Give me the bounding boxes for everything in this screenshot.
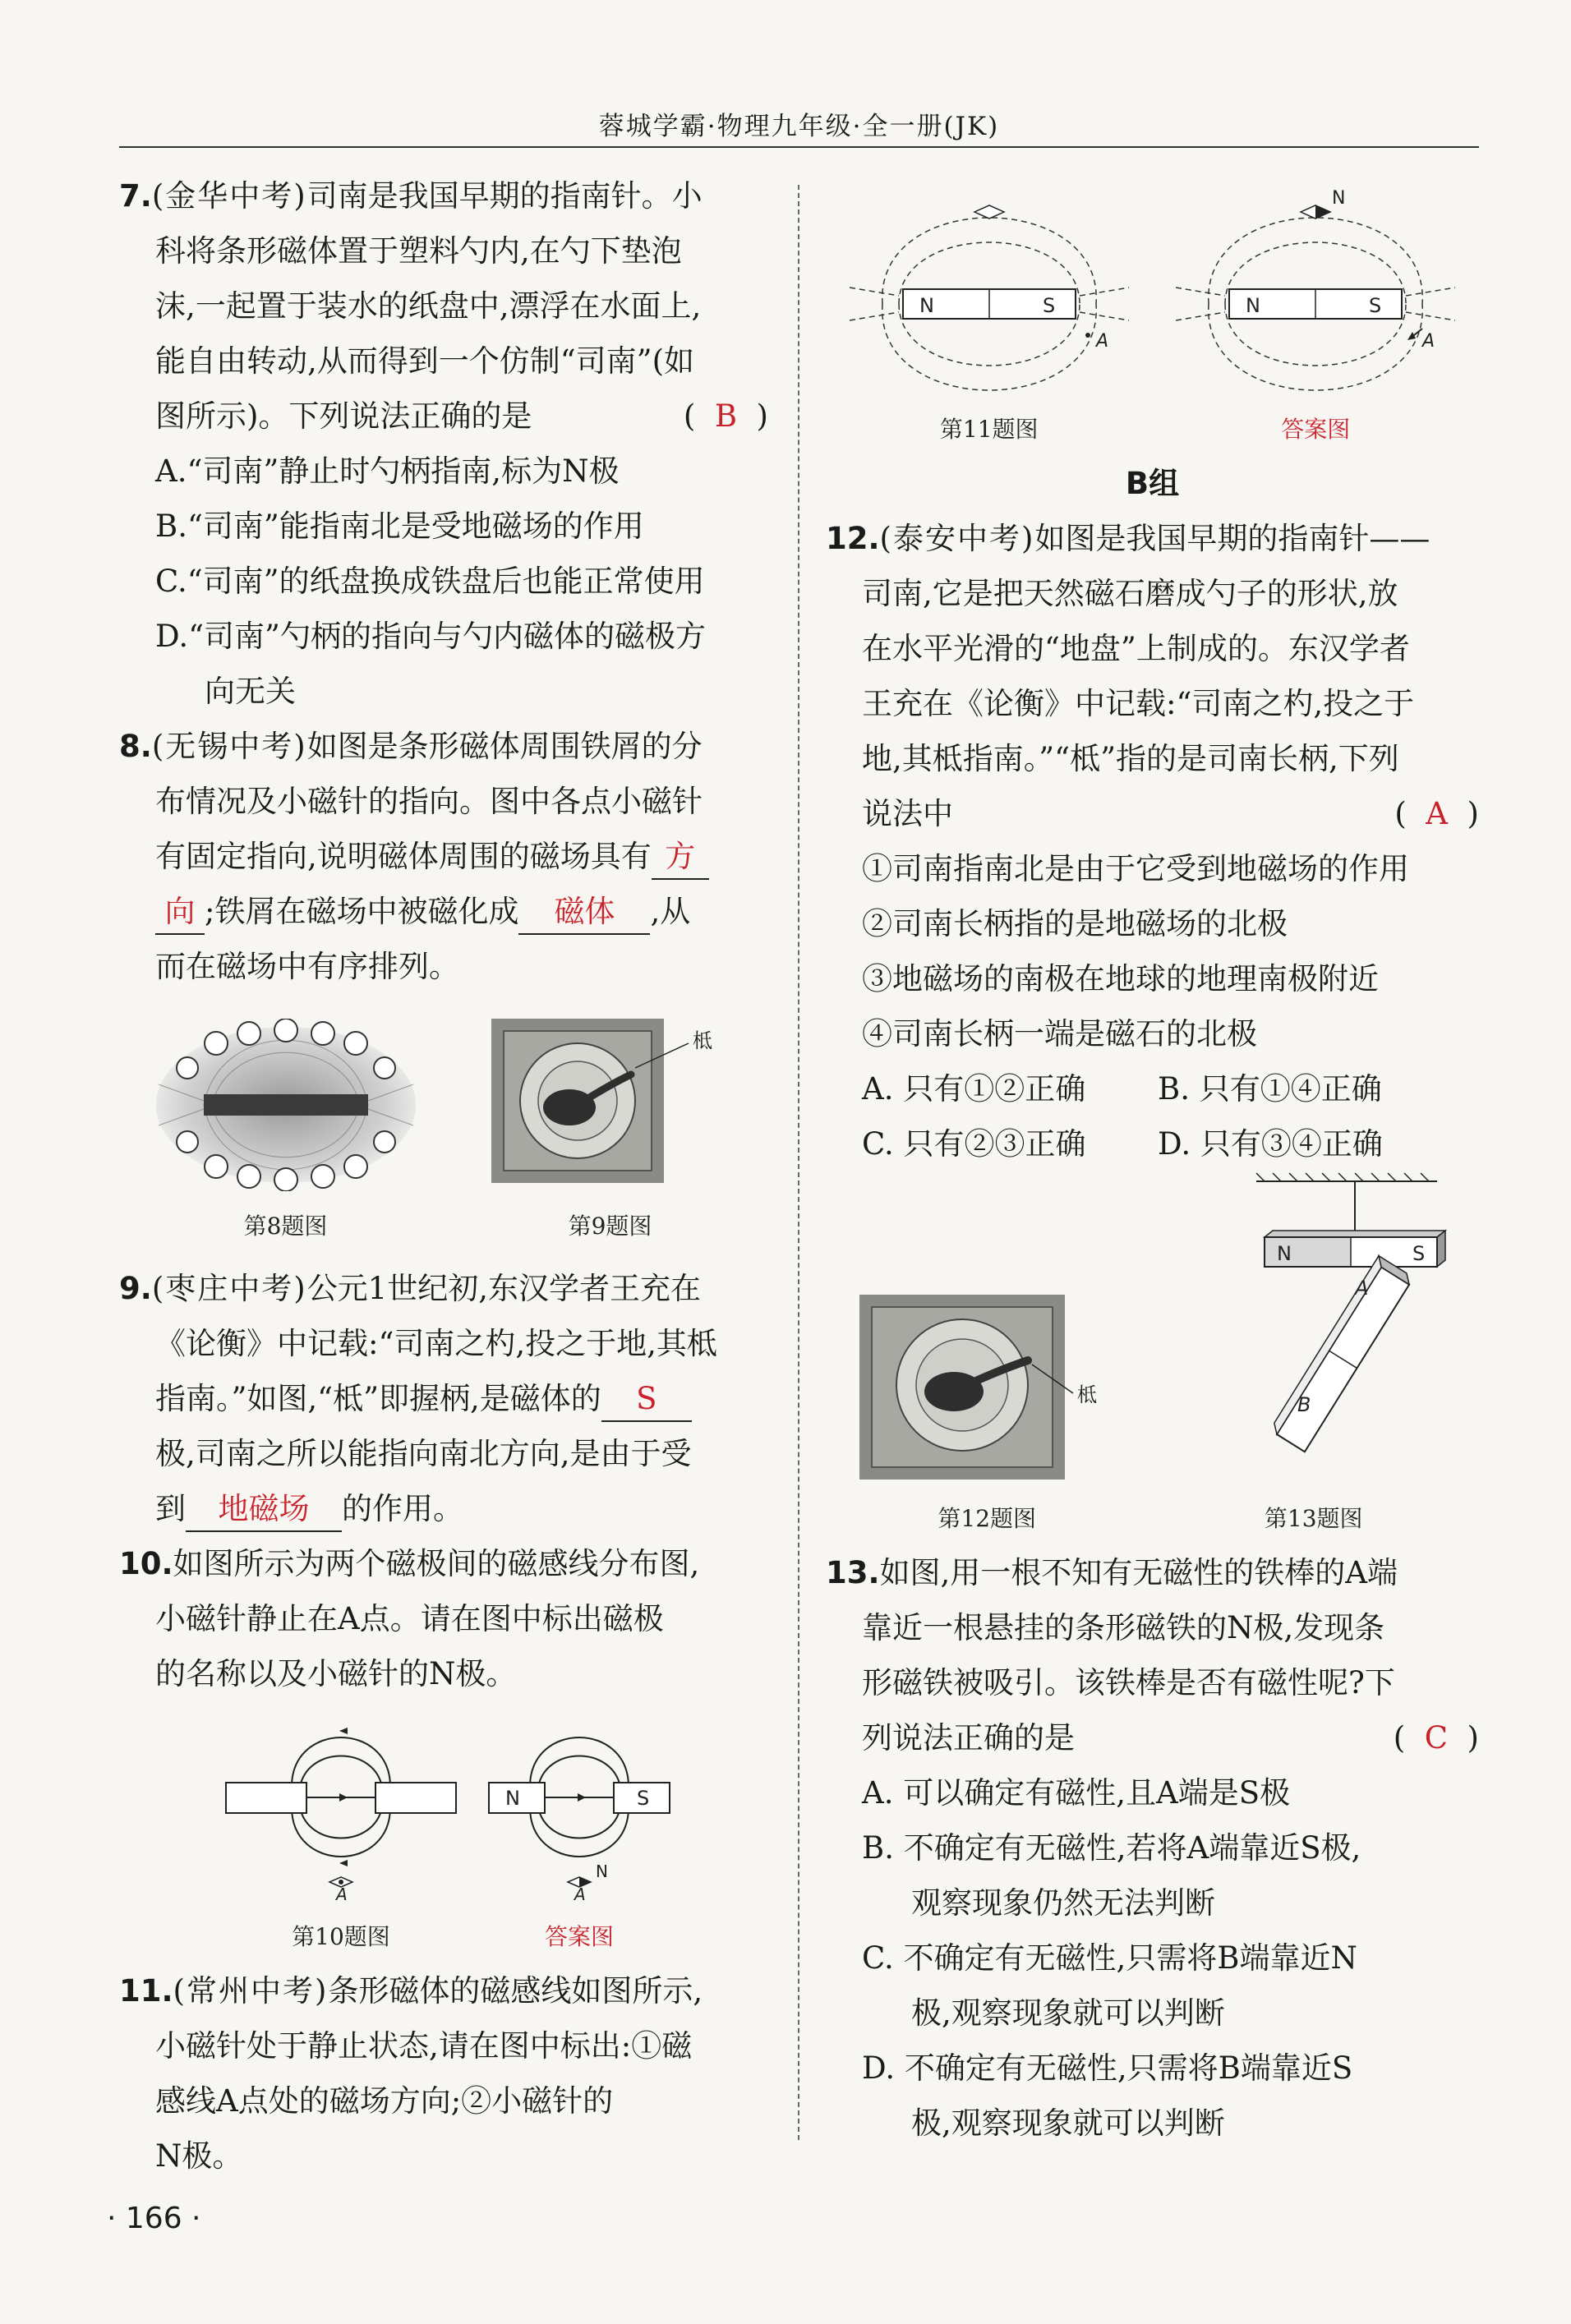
figure-10-row: [119, 1713, 768, 1955]
fig11-answer-compass: [1301, 205, 1330, 219]
answer-bracket-13: ( C ): [1393, 1720, 1479, 1756]
fig11-compass: [974, 205, 1004, 219]
question-9: 9.(枣庄中考)公元1世纪初,东汉学者王充在 《论衡》中记载:“司南之杓,投之于地,其柢 指南。”如图,“柢”即握柄,是磁体的 S 极,司南之所以能指向南北方向,是由于受 到 地磁场 的作用。: [119, 1261, 768, 1536]
svg-text:S: S: [1369, 294, 1382, 317]
question-11: 11.(常州中考)条形磁体的磁感线如图所示, 小磁针处于静止状态,请在图中标出:①磁 感线A点处的磁场方向;②小磁针的 N极。: [119, 1973, 703, 2174]
fig9-label: 柢: [692, 1029, 712, 1052]
figure-8-caption: 第8题图: [243, 1213, 328, 1240]
option-12d: D. 只有③④正确: [1158, 1126, 1383, 1162]
fill-blank-8-1b: 向: [155, 890, 205, 935]
question-7: 7.(金华中考)司南是我国早期的指南针。小 科将条形磁体置于塑料勺内,在勺下垫泡 沫,一起置于装水的纸盘中,漂浮在水面上, 能自由转动,从而得到一个仿制“司南”(如 图所示)。下列说法正确的是 ( B ) A.“司南”静止时勺柄指南,标为N极 B.“司南”能指南北是受地磁场的作用 C.“司南”的纸盘换成铁盘后也能正常使用 D.“司南”勺柄的指向与勺内磁体的磁极方 向无关: [119, 178, 768, 709]
option-7d: D.“司南”勺柄的指向与勺内磁体的磁极方: [155, 619, 706, 654]
fig13-iron-rod: [1269, 1256, 1413, 1452]
fig12-label: 柢: [1077, 1383, 1098, 1406]
option-13a: A. 可以确定有磁性,且A端是S极: [862, 1775, 1291, 1811]
running-header: 蓉城学霸·物理九年级·全一册(JK): [598, 112, 1000, 141]
fig12-sinan-image: [851, 1278, 1122, 1484]
statement-12-1: ①司南指南北是由于它受到地磁场的作用: [862, 851, 1409, 886]
fig13-b-end: B: [1297, 1393, 1311, 1416]
right-column: [826, 168, 1479, 2151]
option-7c: C.“司南”的纸盘换成铁盘后也能正常使用: [155, 564, 705, 599]
group-b-title: B组: [1125, 466, 1180, 501]
fig10-answer-n-pole: N: [505, 1787, 520, 1810]
svg-text:A: A: [1422, 331, 1435, 352]
figure-11: [850, 189, 1129, 448]
fig13-a-end: A: [1354, 1277, 1369, 1300]
option-13d: D. 不确定有无磁性,只需将B端靠近S: [862, 2050, 1353, 2086]
answer-12: A: [1426, 796, 1449, 831]
figure-11-row: [826, 189, 1479, 448]
left-column: [119, 168, 768, 2184]
question-10: 10.如图所示为两个磁极间的磁感线分布图, 小磁针静止在A点。请在图中标出磁极 的名称以及小磁针的N极。: [119, 1546, 700, 1691]
page-number: · 166 ·: [107, 2202, 201, 2235]
answer-bracket-12: ( A ): [1394, 796, 1479, 831]
option-12a: A. 只有①②正确: [862, 1071, 1086, 1107]
column-divider: [798, 185, 799, 2140]
figure-12-caption: 第12题图: [938, 1505, 1037, 1532]
statement-12-2: ②司南长柄指的是地磁场的北极: [862, 906, 1288, 941]
figures-8-9: [119, 1010, 768, 1245]
fig11-answer-field: [1176, 189, 1455, 394]
fill-blank-9-1: S: [601, 1378, 692, 1422]
option-7b: B.“司南”能指南北是受地磁场的作用: [155, 509, 644, 544]
question-12: 12.(泰安中考)如图是我国早期的指南针—— 司南,它是把天然磁石磨成勺子的形状,放 在水平光滑的“地盘”上制成的。东汉学者 王充在《论衡》中记载:“司南之杓,投之于 地,其柢指南。”“柢”指的是司南长柄,下列 说法中 ( A ) ①司南指南北是由于它受到地磁场的作用 ②司南长柄指的是地磁场的北极 ③地磁场的南极在地球的地理南极附近 ④司南长柄一端是磁石的北极 A. 只有①②正确 B. 只有①④正确 C. 只有②③正确 D. 只有③④正确: [826, 511, 1479, 1171]
fill-blank-8-2: 磁体: [518, 890, 650, 935]
figure-13-caption: 第13题图: [1264, 1505, 1363, 1532]
option-12c: C. 只有②③正确: [862, 1126, 1086, 1162]
figure-12: [851, 1278, 1122, 1537]
figure-11-answer: [1176, 189, 1455, 448]
fig11-n-pole: N: [919, 294, 934, 317]
option-13c: C. 不确定有无磁性,只需将B端靠近N: [862, 1940, 1357, 1976]
figure-10: [210, 1713, 472, 1955]
svg-text:N: N: [1246, 294, 1261, 317]
option-12b: B. 只有①④正确: [1158, 1071, 1382, 1107]
figure-13: [1174, 1171, 1454, 1537]
figure-9-caption: 第9题图: [568, 1213, 652, 1240]
option-7a: A.“司南”静止时勺柄指南,标为N极: [155, 453, 620, 489]
fig10-answer-field-lines: [481, 1713, 678, 1902]
option-13b: B. 不确定有无磁性,若将A端靠近S极,: [862, 1830, 1361, 1866]
fig11-s-pole: S: [1042, 294, 1055, 317]
fig10-answer-s-pole: S: [637, 1787, 650, 1810]
iron-filings-image: [154, 1019, 417, 1191]
fig13-magnet-and-rod: [1174, 1171, 1454, 1484]
fill-blank-9-2: 地磁场: [186, 1488, 342, 1532]
answer-13: C: [1424, 1720, 1449, 1756]
svg-text:A: A: [1095, 331, 1108, 352]
figure-10-answer: [481, 1713, 678, 1955]
figure-10-caption: 第10题图: [292, 1923, 390, 1950]
sinan-compass-image: [487, 1010, 734, 1191]
fig11-bar-magnet-field: [850, 189, 1129, 394]
question-13: 13.如图,用一根不知有无磁性的铁棒的A端 靠近一根悬挂的条形磁铁的N极,发现条 形磁铁被吸引。该铁棒是否有磁性呢?下 列说法正确的是 ( C ) A. 可以确定有磁性,且A端是S极 B. 不确定有无磁性,若将A端靠近S极, 观察现象仍然无法判断 C. 不确定有无磁性,只需将B端靠近N 极,观察现象就可以判断 D. 不确定有无磁性,只需将B端靠近S 极,观察现象就可以判断: [826, 1555, 1479, 2141]
answer-7: B: [714, 398, 738, 434]
figure-10-answer-caption: 答案图: [544, 1923, 614, 1950]
svg-text:A: A: [574, 1885, 586, 1902]
svg-text:A: A: [336, 1885, 348, 1902]
figure-8: [154, 1019, 417, 1245]
figure-9: [487, 1010, 734, 1245]
fill-blank-8-1a: 方: [652, 835, 709, 880]
bar-magnet: [204, 1094, 368, 1116]
figures-12-13: [826, 1171, 1479, 1537]
svg-text:N: N: [596, 1862, 608, 1881]
answer-bracket-7: ( B ): [683, 398, 768, 434]
statement-12-4: ④司南长柄一端是磁石的北极: [862, 1016, 1257, 1052]
question-8: 8.(无锡中考)如图是条形磁体周围铁屑的分 布情况及小磁针的指向。图中各点小磁针 有固定指向,说明磁体周围的磁场具有 方 向 ;铁屑在磁场中被磁化成 磁体 ,从 而在磁场中有序排列。: [119, 719, 768, 994]
header-rule: [119, 146, 1479, 148]
fig13-s-pole: S: [1412, 1242, 1425, 1265]
figure-11-answer-caption: 答案图: [1281, 416, 1351, 443]
figure-11-caption: 第11题图: [939, 416, 1039, 443]
fig10-field-lines: [210, 1713, 472, 1902]
fig13-n-pole: N: [1276, 1242, 1292, 1265]
statement-12-3: ③地磁场的南极在地球的地理南极附近: [862, 961, 1379, 996]
svg-text:N: N: [1332, 189, 1346, 209]
